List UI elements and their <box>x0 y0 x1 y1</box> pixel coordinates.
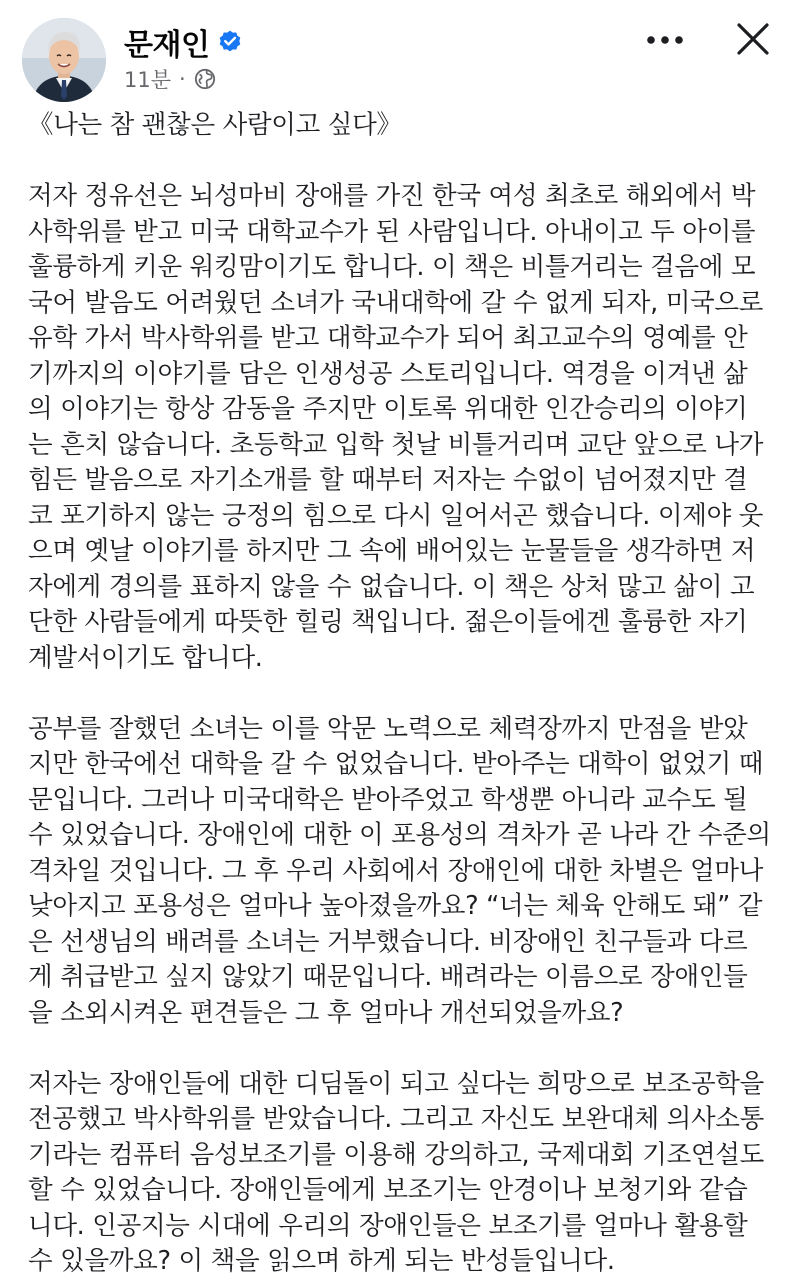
post-line: 저자 정유선은 뇌성마비 장애를 가진 한국 여성 최초로 해외에서 박 <box>28 181 756 211</box>
post-line: 공부를 잘했던 소녀는 이를 악문 노력으로 체력장까지 만점을 받았 <box>28 713 748 744</box>
globe-icon[interactable] <box>194 68 216 90</box>
post-line: 단한 사람들에게 따뜻한 힐링 책입니다. 젊은이들에겐 훌륭한 자기 <box>28 607 748 637</box>
post-body <box>28 108 788 1280</box>
post-line: 훌륭하게 키운 워킹맘이기도 합니다. 이 책은 비틀거리는 걸음에 모 <box>28 252 756 282</box>
post-paragraph-2 <box>28 712 788 1032</box>
post-line: 은 선생님의 배려를 소녀는 거부했습니다. 비장애인 친구들과 다르 <box>28 926 748 957</box>
post-line: 는 흔치 않습니다. 초등학교 입학 첫날 비틀거리며 교단 앞으로 나가 <box>28 429 764 460</box>
post-line: 의 이야기는 항상 감동을 주지만 이토록 위대한 인간승리의 이야기 <box>28 394 748 424</box>
post-line: 으며 옛날 이야기를 하지만 그 속에 배어있는 눈물들을 생각하면 저 <box>28 536 756 566</box>
post-line: 국어 발음도 어려웠던 소녀가 국내대학에 갈 수 없게 되자, 미국으로 <box>28 287 764 318</box>
more-options-button[interactable] <box>640 20 690 60</box>
post-line: 계발서이기도 합니다. <box>28 642 263 673</box>
post-line: 저자는 장애인들에 대한 디딤돌이 되고 싶다는 희망으로 보조공학을 <box>28 1068 764 1099</box>
post-line: 할 수 있었습니다. 장애인들에게 보조기는 안경이나 보청기와 같습 <box>28 1175 748 1205</box>
post-meta <box>124 64 216 94</box>
post-line: 전공했고 박사학위를 받았습니다. 그리고 자신도 보완대체 의사소통 <box>28 1104 764 1134</box>
avatar-photo <box>22 18 106 102</box>
post-line: 격차일 것입니다. 그 후 우리 사회에서 장애인에 대한 차별은 얼마나 <box>28 855 764 886</box>
post-line: 을 소외시켜온 편견들은 그 후 얼마나 개선되었을까요? <box>28 997 624 1028</box>
verified-badge-icon <box>217 29 243 55</box>
author-row <box>124 22 243 62</box>
post-line: 수 있을까요? 이 책을 읽으며 하게 되는 반성들입니다. <box>28 1246 615 1276</box>
post-line: 문입니다. 그러나 미국대학은 받아주었고 학생뿐 아니라 교수도 될 <box>28 784 748 815</box>
post-time[interactable]: 11분 <box>124 68 172 92</box>
post-line: 힘든 발음으로 자기소개를 할 때부터 저자는 수없이 넘어졌지만 결 <box>28 465 748 495</box>
post-line: 니다. 인공지능 시대에 우리의 장애인들은 보조기를 얼마나 활용할 <box>28 1210 748 1241</box>
post-line: 게 취급받고 싶지 않았기 때문입니다. 배려라는 이름으로 장애인들 <box>28 962 748 992</box>
avatar[interactable] <box>22 18 106 102</box>
post-line: 코 포기하지 않는 긍정의 힘으로 다시 일어서곤 했습니다. 이제야 웃 <box>28 500 764 531</box>
post-paragraph-3 <box>28 1067 788 1280</box>
author-name[interactable]: 문재인 <box>124 28 210 63</box>
meta-separator: · <box>179 67 186 91</box>
post-line: 자에게 경의를 표하지 않을 수 없습니다. 이 책은 상처 많고 삶이 고 <box>28 571 755 602</box>
post-line: 기라는 컴퓨터 음성보조기를 이용해 강의하고, 국제대회 기조연설도 <box>28 1139 764 1170</box>
post-header <box>0 0 799 112</box>
more-dots-icon <box>645 31 685 50</box>
post-line: 기까지의 이야기를 담은 인생성공 스토리입니다. 역경을 이겨낸 삶 <box>28 358 748 389</box>
post-line: 사학위를 받고 미국 대학교수가 된 사람입니다. 아내이고 두 아이를 <box>28 216 756 247</box>
close-icon <box>736 22 770 60</box>
post-line: 유학 가서 박사학위를 받고 대학교수가 되어 최고교수의 영예를 안 <box>28 323 748 353</box>
close-button[interactable] <box>728 16 778 66</box>
post-title: 《나는 참 괜찮은 사람이고 싶다》 <box>28 110 402 140</box>
post-line: 지만 한국에선 대학을 갈 수 없었습니다. 받아주는 대학이 없었기 때 <box>28 749 764 779</box>
post-paragraph-1 <box>28 179 788 676</box>
post-line: 수 있었습니다. 장애인에 대한 이 포용성의 격차가 곧 나라 간 수준의 <box>28 820 771 850</box>
post-line: 낮아지고 포용성은 얼마나 높아졌을까요? “너는 체육 안해도 돼” 같 <box>28 891 763 921</box>
